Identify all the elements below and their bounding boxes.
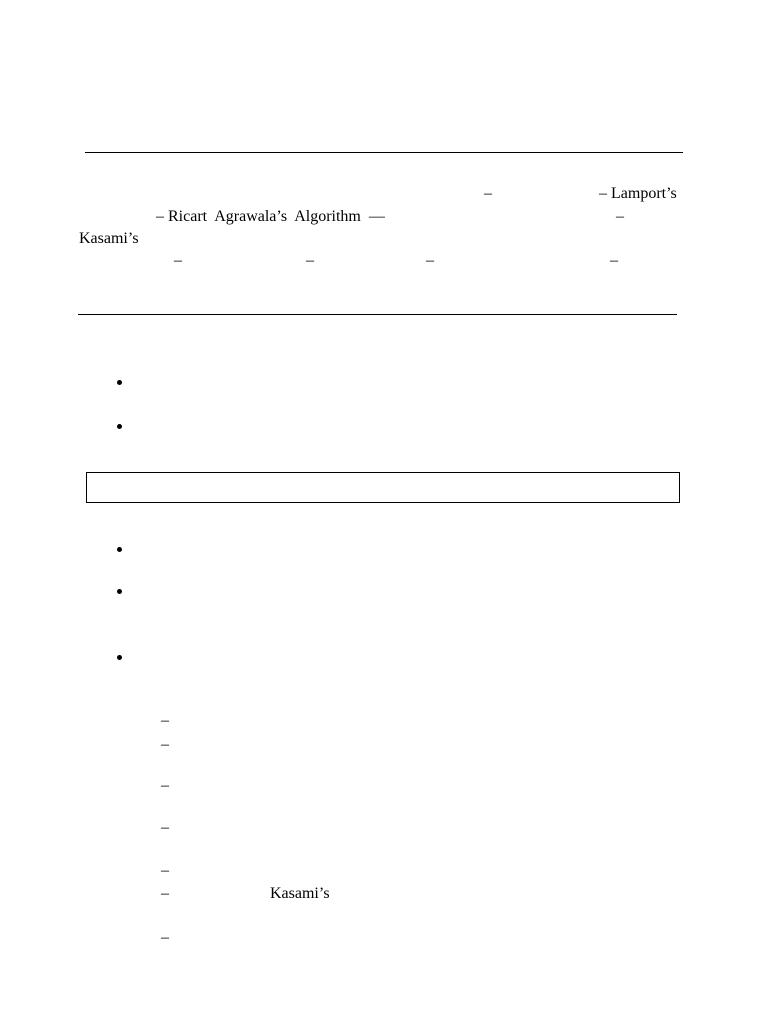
syllabus-line2-dash: – — [616, 208, 624, 225]
dash-marker: – — [161, 885, 169, 902]
bullet-icon — [117, 380, 122, 385]
bullet-icon — [117, 655, 122, 660]
syllabus-line4-dash-1: – — [174, 252, 182, 269]
syllabus-line2-ricart: – Ricart Agrawala’s Algorithm — — [156, 208, 385, 225]
syllabus-line1-dash: – — [484, 185, 492, 202]
top-rule — [85, 152, 683, 153]
bottom-rule — [78, 314, 677, 315]
syllabus-line4-dash-4: – — [610, 252, 618, 269]
syllabus-line1-lamport: – Lamport’s — [599, 185, 677, 202]
dash-marker: – — [161, 862, 169, 879]
list-item-text: Kasami’s — [270, 885, 330, 902]
dash-marker: – — [161, 736, 169, 753]
bullet-icon — [117, 589, 122, 594]
bullet-icon — [117, 424, 122, 429]
dash-marker: – — [161, 712, 169, 729]
syllabus-line3-kasami: Kasami’s — [79, 230, 139, 247]
dash-marker: – — [161, 819, 169, 836]
dash-marker: – — [161, 777, 169, 794]
boxed-heading — [86, 472, 680, 503]
syllabus-line4-dash-3: – — [426, 252, 434, 269]
dash-marker: – — [161, 929, 169, 946]
bullet-icon — [117, 547, 122, 552]
syllabus-line4-dash-2: – — [306, 252, 314, 269]
